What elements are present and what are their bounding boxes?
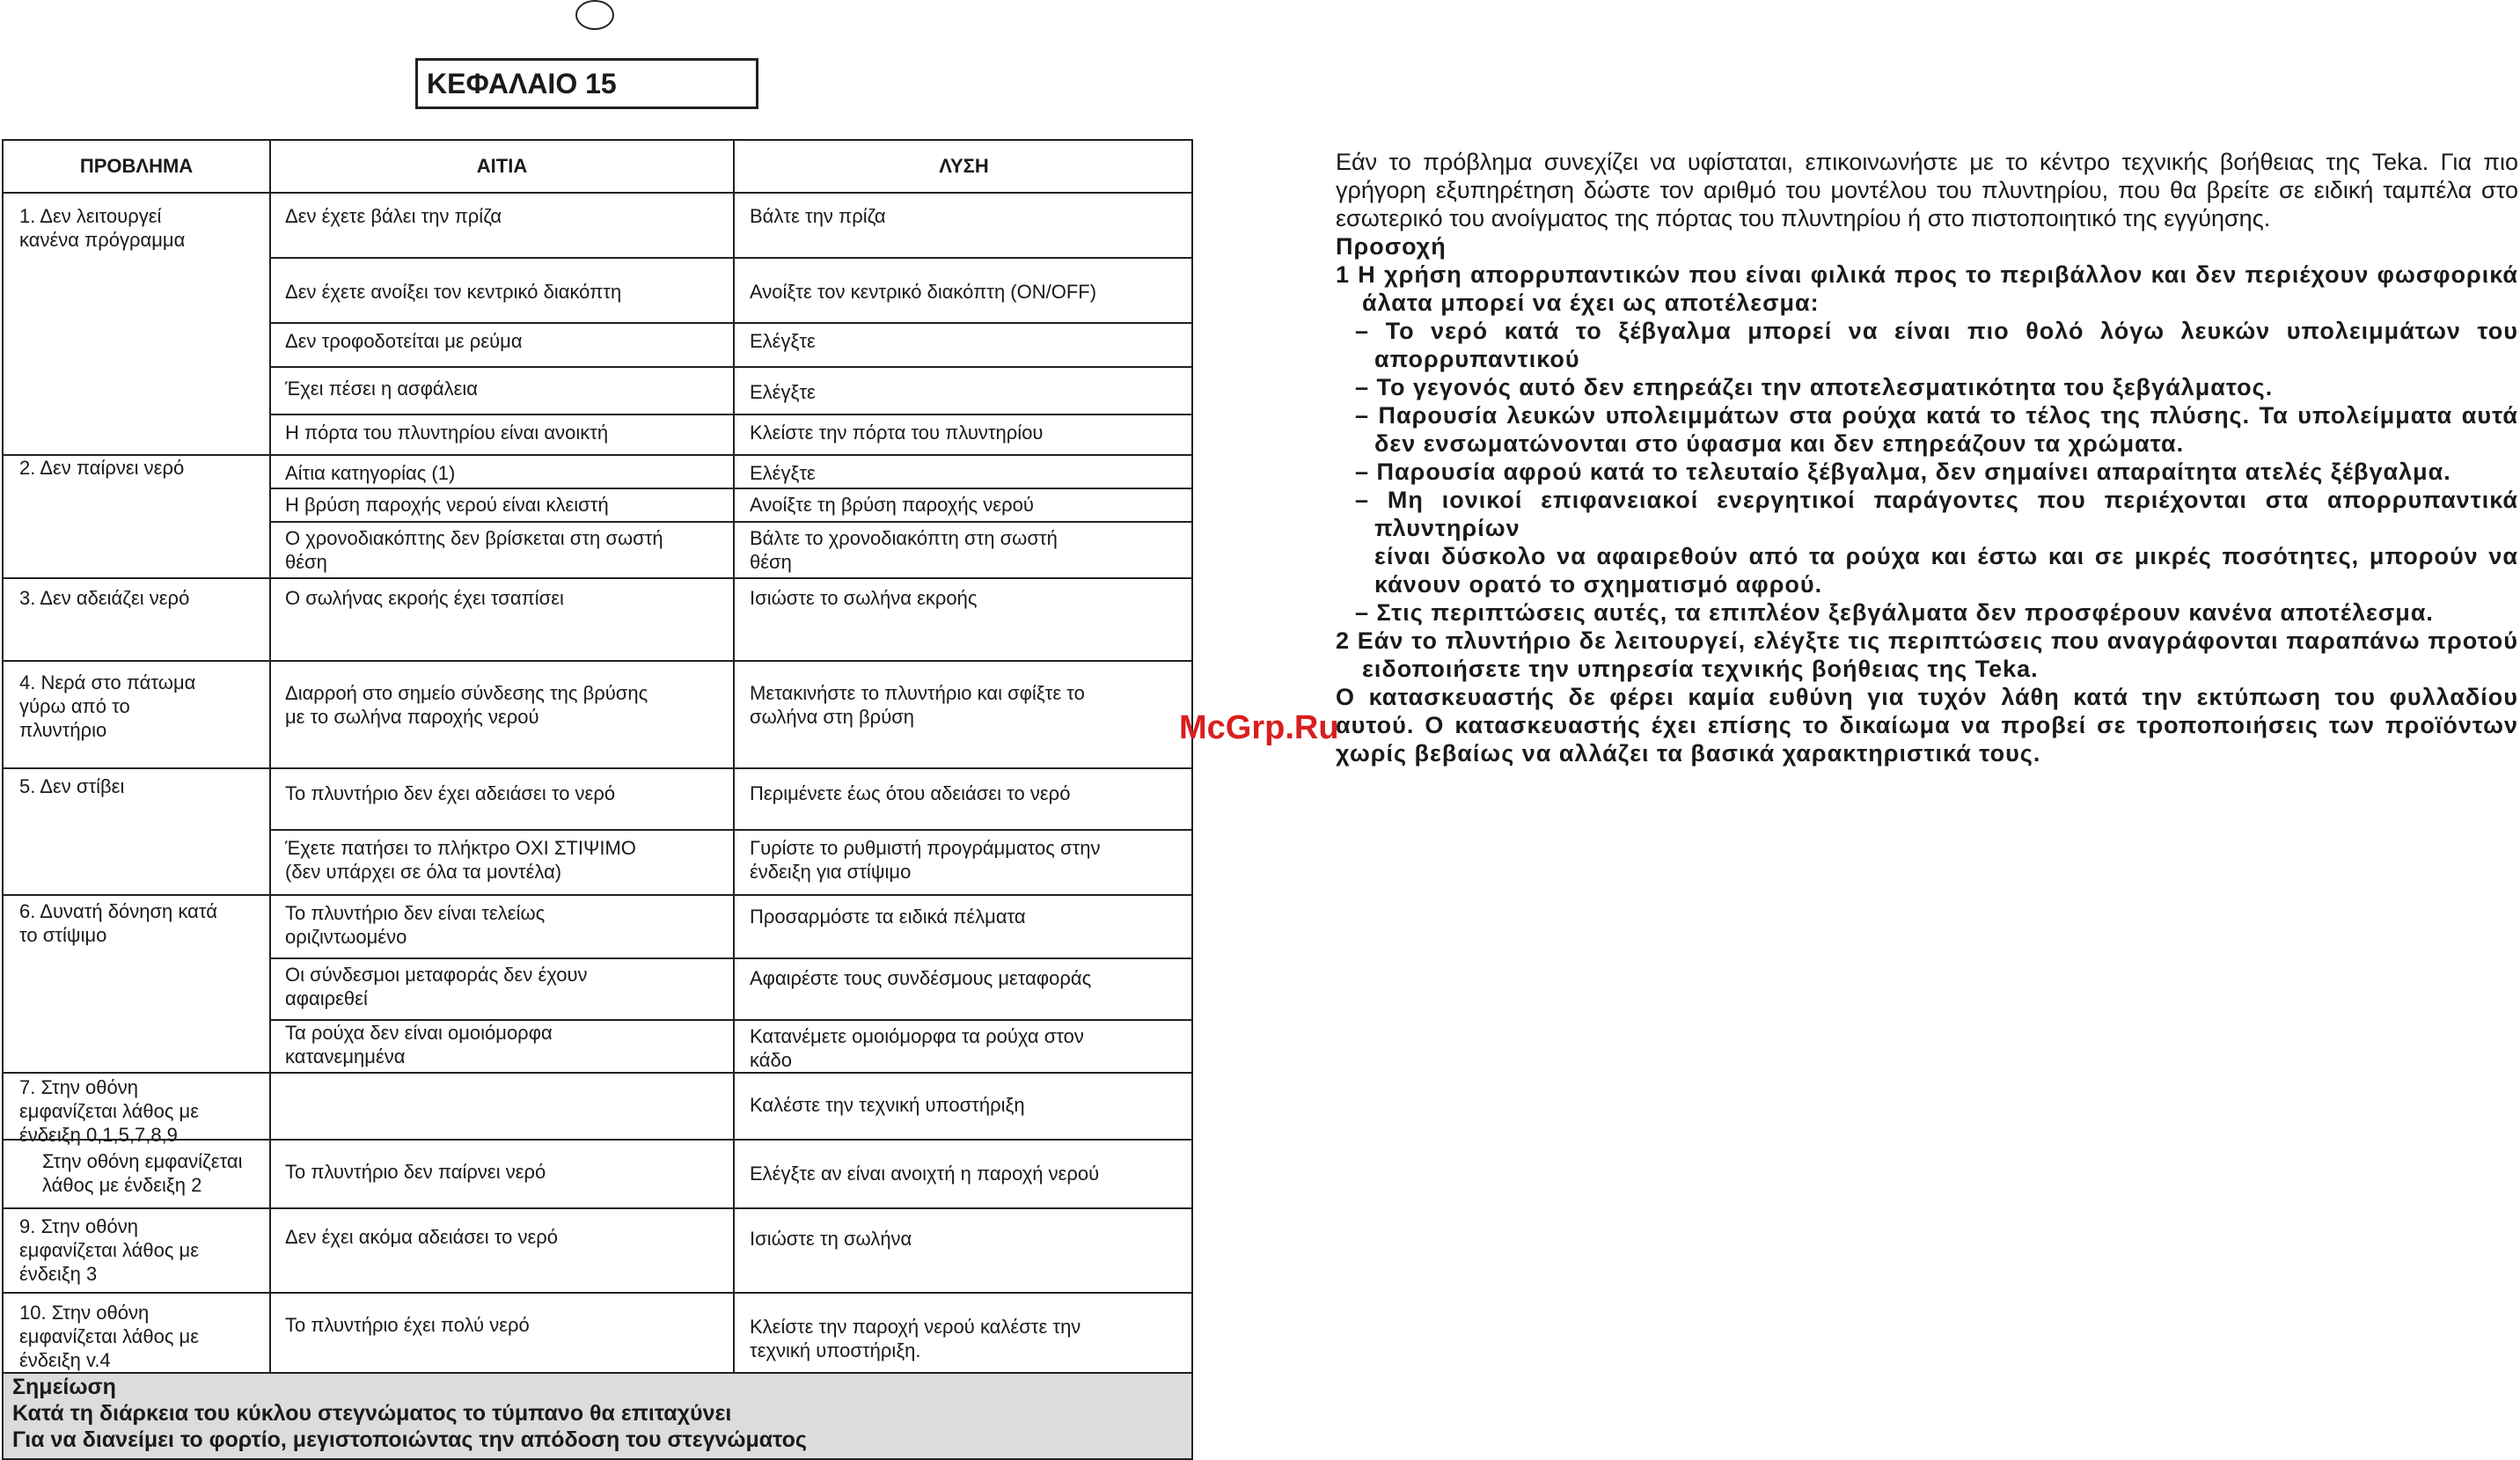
numbered-item: 2 Εάν το πλυντήριο δε λειτουργεί, ελέγξτε τις περιπτώσεις που αναγράφονται παραπάνω προτού ειδοποιήσετε την υπηρεσία τεχνικής βοήθειας της Teka. [1336,627,2518,682]
solution-cell: Ελέγξτε [750,330,816,352]
cause-cell: Το πλυντήριο δεν έχει αδειάσει το νερό [285,782,616,804]
bullet-item: – Το γεγονός αυτό δεν επηρεάζει την αποτελεσματικότητα του ξεβγάλματος. [1355,374,2274,400]
solution-cell: Μετακινήστε το πλυντήριο και σφίξτε το σωλήνα στη βρύση [750,682,1085,728]
sub-row-divider [271,366,1191,368]
cause-cell: Ο σωλήνας εκροής έχει τσαπίσει [285,587,564,609]
row-divider [4,1072,1191,1074]
solution-cell: Βάλτε την πρίζα [750,205,886,227]
problem-cell: 5. Δεν στίβει [19,775,125,797]
problem-cell: 1. Δεν λειτουργεί κανένα πρόγραμμα [19,205,186,251]
solution-cell: Περιμένετε έως ότου αδειάσει το νερό [750,782,1071,804]
note-box [4,1372,1191,1458]
bullet-item: – Στις περιπτώσεις αυτές, τα επιπλέον ξεβγάλματα δεν προσφέρουν κανένα αποτέλεσμα. [1355,599,2434,626]
bullet-item: – Μη ιονικοί επιφανειακοί ενεργητικοί παράγοντες που περιέχονται στα απορρυπαντικά πλυντηρίων [1355,487,2518,541]
problem-cell: 3. Δεν αδειάζει νερό [19,587,190,609]
instructions-column [1336,148,2518,767]
sub-row-divider [271,521,1191,523]
note-title: Σημείωση [12,1375,116,1399]
disclaimer-paragraph: Ο κατασκευαστής δε φέρει καμία ευθύνη για τυχόν λάθη κατά την εκτύπωση του φυλλαδίου αυτού. Ο κατασκευαστής έχει επίσης το δικαίωμα να προβεί σε τροποποιήσεις των προϊόντων χωρίς βεβαίως να αλλάζει τα βασικά χαρακτηριστικά τους. [1336,684,2518,767]
sub-row-divider [271,322,1191,324]
cause-cell: Έχετε πατήσει το πλήκτρο ΟΧΙ ΣΤΙΨΙΜΟ (δεν υπάρχει σε όλα τα μοντέλα) [285,837,636,883]
watermark: McGrp.Ru [1179,709,1339,746]
bullet-item: – Το νερό κατά το ξέβγαλμα μπορεί να είναι πιο θολό λόγω λευκών υπολειμμάτων του απορρυπαντικού [1355,318,2518,372]
cause-cell: Διαρροή στο σημείο σύνδεσης της βρύσης με το σωλήνα παροχής νερού [285,682,648,728]
solution-cell: Καλέστε την τεχνική υποστήριξη [750,1094,1025,1116]
problem-cell: 7. Στην οθόνη εμφανίζεται λάθος με ένδειξη 0,1,5,7,8,9 [19,1076,200,1146]
solution-cell: Αφαιρέστε τους συνδέσμους μεταφοράς [750,967,1092,989]
page-number-marker [575,0,614,30]
note-line: Κατά τη διάρκεια του κύκλου στεγνώματος το τύμπανο θα επιταχύνει [12,1401,732,1426]
troubleshooting-table [2,139,1193,1460]
problem-cell: 2. Δεν παίρνει νερό [19,457,185,479]
cause-cell: Το πλυντήριο δεν είναι τελείως οριζιντωομένο [285,902,546,948]
row-divider [4,1207,1191,1209]
sub-row-divider [271,829,1191,831]
cause-cell: Ο χρονοδιακόπτης δεν βρίσκεται στη σωστή θέση [285,527,663,573]
header-solution: ΛΥΣΗ [939,155,989,177]
cause-cell: Το πλυντήριο έχει πολύ νερό [285,1314,530,1336]
solution-cell: Γυρίστε το ρυθμιστή προγράμματος στην ένδειξη για στίψιμο [750,837,1101,883]
intro-paragraph: Εάν το πρόβλημα συνεχίζει να υφίσταται, επικοινωνήστε με το κέντρο τεχνικής βοήθειας της Teka. Για πιο γρήγορη εξυπηρέτηση δώστε τον αριθμό του μοντέλου του πλυντηρίου, που θα βρείτε σε ειδική ταμπέλα στο εσωτερικό του ανοίγματος της πόρτας του πλυντηρίου ή στο πιστοποιητικό της εγγύησης. [1336,149,2518,231]
header-cause: ΑΙΤΙΑ [476,155,528,177]
solution-cell: Προσαρμόστε τα ειδικά πέλματα [750,906,1026,928]
cause-cell: Η βρύση παροχής νερού είναι κλειστή [285,494,609,516]
cause-cell: Δεν έχει ακόμα αδειάσει το νερό [285,1226,559,1248]
cause-cell: Οι σύνδεσμοι μεταφοράς δεν έχουν αφαιρεθεί [285,964,588,1009]
solution-cell: Ελέγξτε [750,381,816,403]
solution-cell: Βάλτε το χρονοδιακόπτη στη σωστή θέση [750,527,1058,573]
cause-cell: Το πλυντήριο δεν παίρνει νερό [285,1161,546,1183]
cause-cell: Η πόρτα του πλυντηρίου είναι ανοικτή [285,422,609,444]
bullet-item: – Παρουσία αφρού κατά το τελευταίο ξέβγαλμα, δεν σημαίνει απαραίτητα ατελές ξέβγαλμα. [1355,459,2451,485]
solution-cell: Ελέγξτε [750,462,816,484]
row-divider [4,1292,1191,1294]
column-divider [733,141,735,1376]
solution-cell: Ισιώστε τη σωλήνα [750,1228,912,1250]
problem-cell: 10. Στην οθόνη εμφανίζεται λάθος με ένδειξη v.4 [19,1302,200,1371]
cause-cell: Δεν έχετε βάλει την πρίζα [285,205,502,227]
cause-cell: Αίτια κατηγορίας (1) [285,462,456,484]
row-divider [4,894,1191,896]
chapter-title: ΚΕΦΑΛΑΙΟ 15 [415,58,758,109]
cause-cell: Δεν τροφοδοτείται με ρεύμα [285,330,523,352]
row-divider [4,767,1191,769]
sub-row-divider [271,257,1191,259]
cause-cell: Δεν έχετε ανοίξει τον κεντρικό διακόπτη [285,281,622,303]
problem-cell: 4. Νερά στο πάτωμα γύρω από το πλυντήριο [19,671,196,741]
solution-cell: Ελέγξτε αν είναι ανοιχτή η παροχή νερού [750,1163,1100,1185]
solution-cell: Κλείστε την πόρτα του πλυντηρίου [750,422,1044,444]
sub-row-divider [271,414,1191,415]
row-divider [4,660,1191,662]
column-divider [269,141,271,1376]
cause-cell: Έχει πέσει η ασφάλεια [285,378,479,400]
solution-cell: Κατανέμετε ομοιόμορφα τα ρούχα στον κάδο [750,1025,1084,1071]
problem-cell: 6. Δυνατή δόνηση κατά το στίψιμο [19,900,217,946]
solution-cell: Ανοίξτε τον κεντρικό διακόπτη (ON/OFF) [750,281,1097,303]
cause-cell: Τα ρούχα δεν είναι ομοιόμορφα κατανεμημένα [285,1022,553,1067]
bullet-item: – Παρουσία λευκών υπολειμμάτων στα ρούχα κατά το τέλος της πλύσης. Τα υπολείμματα αυτά δεν ενσωματώνονται στο ύφασμα και δεν επηρεάζουν τα χρώματα. [1355,402,2518,457]
attention-heading: Προσοχή [1336,233,1447,260]
sub-row-divider [271,488,1191,489]
note-line: Για να διανείμει το φορτίο, μεγιστοποιώντας την απόδοση του στεγνώματος [12,1427,807,1452]
problem-cell: 9. Στην οθόνη εμφανίζεται λάθος με ένδειξη 3 [19,1215,200,1285]
solution-cell: Κλείστε την παροχή νερού καλέστε την τεχνική υποστήριξη. [750,1316,1081,1361]
numbered-item: 1 Η χρήση απορρυπαντικών που είναι φιλικά προς το περιβάλλον και δεν περιέχουν φωσφορικά άλατα μπορεί να έχει ως αποτέλεσμα: [1336,261,2518,316]
header-problem: ΠΡΟΒΛΗΜΑ [79,155,194,177]
solution-cell: Ανοίξτε τη βρύση παροχής νερού [750,494,1034,516]
problem-cell: Στην οθόνη εμφανίζεται λάθος με ένδειξη 2 [42,1150,243,1196]
row-divider [4,577,1191,579]
bullet-continuation: είναι δύσκολο να αφαιρεθούν από τα ρούχα και έστω και σε μικρές ποσότητες, μπορούν να κάνουν ορατό το σχηματισμό αφρού. [1374,543,2518,598]
solution-cell: Ισιώστε το σωλήνα εκροής [750,587,978,609]
row-divider [4,192,1191,194]
sub-row-divider [271,957,1191,959]
